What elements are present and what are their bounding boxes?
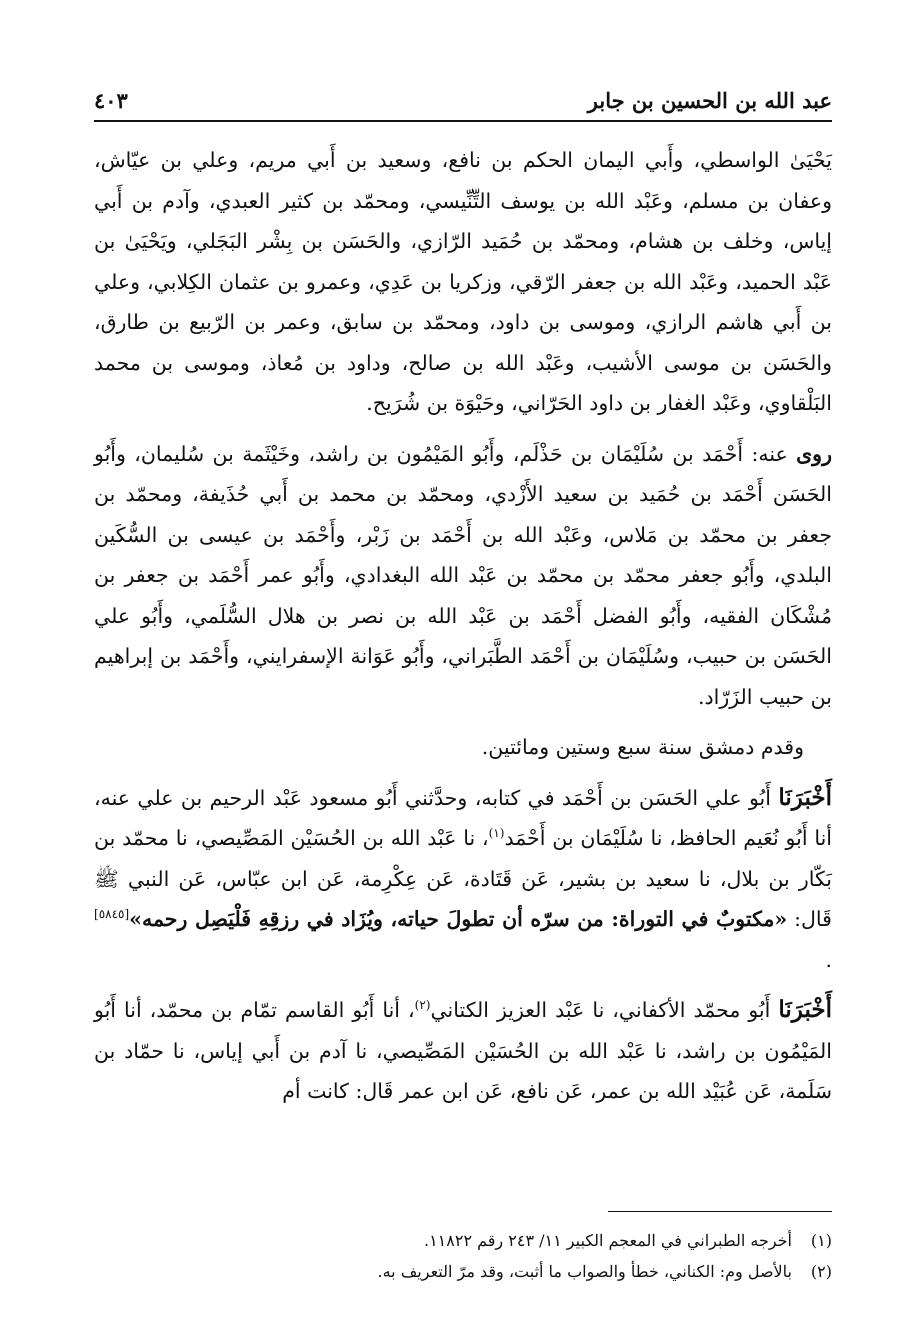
hadith-matn: «مكتوبٌ في التوراة: من سرّه أن تطولَ حياته، ويُزَاد في رزقِهِ فَلْيَصِل رحمه» (129, 907, 788, 931)
isnad-text: أَبُو محمّد الأكفاني، نا عَبْد العزيز الكتاني (430, 998, 779, 1022)
paragraph-arrival (94, 727, 832, 768)
narrated-keyword: روى (796, 441, 832, 466)
footnotes-section (94, 1225, 832, 1287)
paragraph-hadith-2 (94, 990, 832, 1112)
akhbarana-keyword: أَخْبَرَنَا (778, 996, 832, 1023)
page-header (94, 86, 832, 122)
footnote-text: بالأصل وم: الكناني، خطأ والصواب ما أثبت، وقد مرّ التعريف به. (377, 1262, 792, 1281)
footnote-2 (94, 1256, 832, 1287)
footnote-text: أخرجه الطبراني في المعجم الكبير ١١/ ٢٤٣ رقم ١١٨٢٢. (423, 1231, 792, 1250)
footnote-marker-1[interactable]: (١) (488, 826, 505, 841)
footnote-number: (١) (810, 1231, 832, 1250)
paragraph-text: يَحْيَىٰ الواسطي، وأَبي اليمان الحكم بن نافع، وسعيد بن أَبي مريم، وعلي بن عيّاش، وعفان بن مسلم، وعَبْد الله بن يوسف التِّنِّيسي، ومحمّد بن كثير العبدي، وآدم بن أَبي إياس، وخلف بن هشام، ومحمّد بن حُمَيد الرّازي، والحَسَن بن بِشْر البَجَلي، ويَحْيَىٰ بن عَبْد الحميد، وعَبْد الله بن جعفر الرّقي، وزكريا بن عَدِي، وعمرو بن عثمان الكِلابي، وعلي بن أَبي هاشم الرازي، وموسى بن داود، ومحمّد بن سابق، وعمر بن الرّبيع بن طارق، والحَسَن بن موسى الأشيب، وعَبْد الله بن صالح، وداود بن مُعاذ، وموسى بن محمد البَلْقاوي، وعَبْد الغفار بن داود الحَرّاني، وحَيْوَة بن شُرَيح. (94, 148, 832, 415)
isnad-text-continued: ، نا عَبْد الله بن الحُسَيْن المَصِّيصي، نا محمّد بن بَكّار بن بلال، نا سعيد بن بشير، عَن قَتَادة، عَن عِكْرِمة، عَن ابن عبّاس، عَن النبي ﷺ قَال: (94, 826, 832, 931)
footnote-separator (608, 1211, 832, 1212)
paragraph-end: . (825, 947, 832, 972)
paragraph-hadith-1 (94, 778, 832, 981)
isnad-text-continued: ، أنا أَبُو القاسم تمّام بن محمّد، أنا أَبُو المَيْمُون بن راشد، نا عَبْد الله بن الحُسَيْن المَصِّيصي، نا آدم بن أَبي إياس، نا حمّاد بن سَلَمة، عَن عُبَيْد الله بن عمر، عَن نافع، عَن ابن عمر قَال: كانت أم (94, 998, 832, 1103)
main-text (94, 140, 832, 1122)
isnad-text: أَبُو علي الحَسَن بن أَحْمَد في كتابه، وحدَّثني أَبُو مسعود عَبْد الرحيم بن علي عنه، أنا أَبُو نُعَيم الحافظ، نا سُلَيْمَان بن أَحْمَد (94, 785, 832, 850)
page-number: ٤٠٣ (94, 88, 128, 113)
hadith-reference-number: [٥٨٤٥] (94, 907, 130, 922)
paragraph-text: وقدم دمشق سنة سبع وستين ومائتين. (481, 735, 804, 759)
running-title: عبد الله بن الحسين بن جابر (587, 88, 832, 113)
footnote-number: (٢) (810, 1262, 832, 1281)
footnote-1 (94, 1225, 832, 1256)
paragraph-students (94, 434, 832, 718)
footnote-marker-2[interactable]: (٢) (414, 998, 431, 1013)
paragraph-teachers (94, 140, 832, 424)
paragraph-text: عنه: أَحْمَد بن سُلَيْمَان بن حَذْلَم، وأَبُو المَيْمُون بن راشد، وخَيْثَمة بن سُليمان، وأَبُو الحَسَن أَحْمَد بن حُمَيد بن سعيد الأَزْدي، ومحمّد بن محمد بن أَبي حُذَيفة، ومحمّد بن جعفر بن محمّد بن مَلاس، وعَبْد الله بن أَحْمَد بن زَبْر، وأَحْمَد بن عيسى بن السُّكَين البلدي، وأَبُو جعفر محمّد بن محمّد بن عَبْد الله البغدادي، وأَبُو عمر أَحْمَد بن جعفر بن مُشْكَان الفقيه، وأَبُو الفضل أَحْمَد بن عَبْد الله بن نصر بن هلال السُّلَمي، وأَبُو علي الحَسَن بن حبيب، وسُلَيْمَان بن أَحْمَد الطَّبَراني، وأَبُو عَوَانة الإسفرايني، وأَحْمَد بن إبراهيم بن حبيب الزَرّاد. (94, 441, 832, 709)
akhbarana-keyword: أَخْبَرَنَا (778, 783, 832, 811)
